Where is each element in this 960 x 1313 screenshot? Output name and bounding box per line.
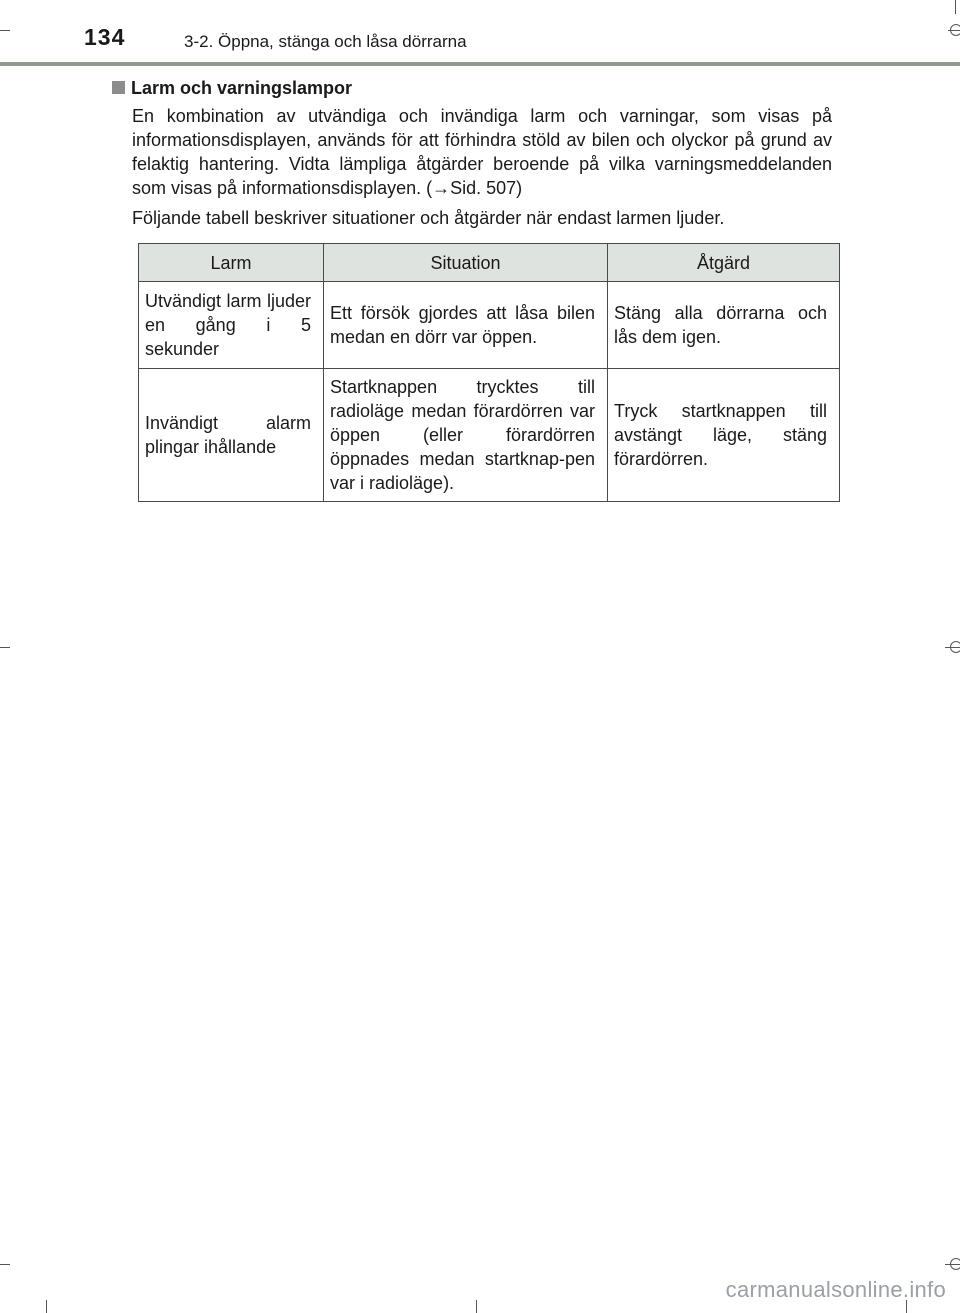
crop-mark <box>46 1300 47 1313</box>
section-heading <box>112 78 352 99</box>
crop-mark <box>0 30 10 31</box>
column-header-larm: Larm <box>139 244 324 282</box>
crop-mark <box>955 0 956 14</box>
alarm-table <box>138 243 840 502</box>
table-cell: Invändigt alarm plingar ihållande <box>139 369 324 502</box>
table-cell: Tryck startknappen till avstängt läge, stäng förardörren. <box>608 369 840 502</box>
intro-paragraph: En kombination av utvändiga och invändiga larm och varningar, som visas på informationsdisplayen, används för att förhindra stöld av bilen och olyckor på grund av felaktig hantering. Vidta lämpliga åtgärder beroende på vilka varningsmeddelanden som visas på informationsdisplayen. (→Sid. 507) <box>132 106 832 198</box>
table-cell: Ett försök gjordes att låsa bilen medan en dörr var öppen. <box>324 282 608 369</box>
column-header-situation: Situation <box>324 244 608 282</box>
registration-mark <box>950 24 960 36</box>
crop-mark <box>0 1264 10 1265</box>
chapter-title: 3-2. Öppna, stänga och låsa dörrarna <box>184 32 467 51</box>
crop-mark <box>0 647 10 648</box>
registration-mark <box>950 641 960 653</box>
column-header-atgard: Åtgärd <box>608 244 840 282</box>
table-header-row <box>139 244 840 282</box>
table-cell: Startknappen trycktes till radioläge medan förardörren var öppen (eller förardörren öppnades medan startknap-pen var i radioläge). <box>324 369 608 502</box>
square-bullet-icon <box>112 81 125 94</box>
table-cell: Utvändigt larm ljuder en gång i 5 sekunder <box>139 282 324 369</box>
table-cell: Stäng alla dörrarna och lås dem igen. <box>608 282 840 369</box>
registration-mark <box>950 1258 960 1270</box>
table-intro-paragraph: Följande tabell beskriver situationer och åtgärder när endast larmen ljuder. <box>132 208 725 228</box>
page-number: 134 <box>84 24 126 50</box>
table-row <box>139 369 840 502</box>
watermark: carmanualsonline.info <box>725 1277 946 1302</box>
section-heading-text: Larm och varningslampor <box>131 78 353 98</box>
table-row <box>139 282 840 369</box>
crop-mark <box>476 1300 477 1313</box>
header-rule <box>0 62 960 66</box>
